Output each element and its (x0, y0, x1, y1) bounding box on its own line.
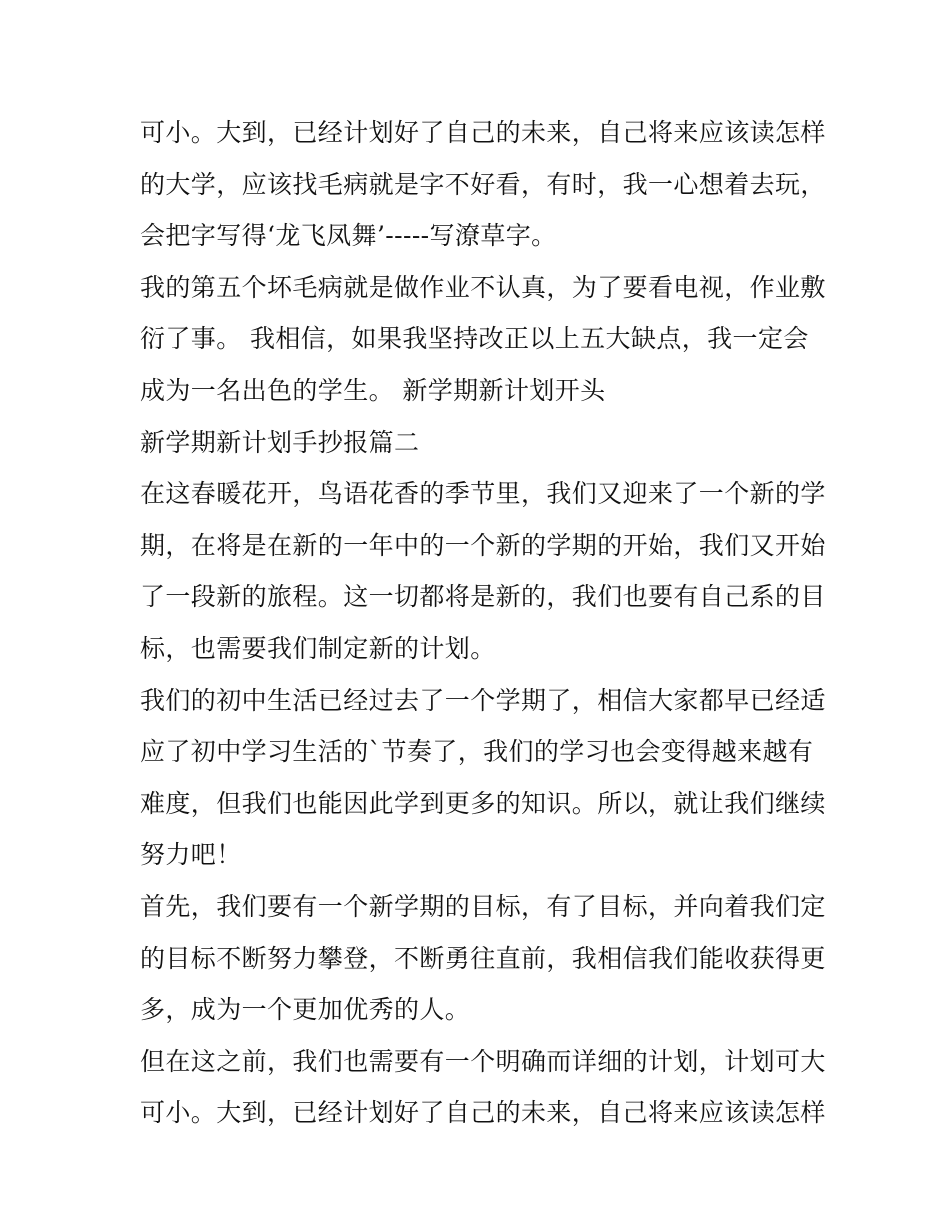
text-line: 应了初中学习生活的`节奏了，我们的学习也会变得越来越有 (140, 737, 814, 767)
text-line: 在这春暖花开，鸟语花香的季节里，我们又迎来了一个新的学 (140, 479, 826, 509)
text-line: 了一段新的旅程。这一切都将是新的，我们也要有自己系的目 (140, 582, 826, 612)
text-line: 可小。大到，已经计划好了自己的未来，自己将来应该读怎样 (140, 118, 826, 147)
text-line: 努力吧！ (140, 840, 242, 870)
text-line: 的目标不断努力攀登，不断勇往直前，我相信我们能收获得更 (140, 943, 826, 973)
text-line: 会把字写得‘龙飞凤舞’-----写潦草字。 (140, 221, 557, 251)
text-line: 多，成为一个更加优秀的人。 (140, 995, 471, 1025)
text-line: 难度，但我们也能因此学到更多的知识。所以，就让我们继续 (140, 788, 826, 818)
text-line: 的大学，应该找毛病就是字不好看，有时，我一心想着去玩， (140, 169, 826, 199)
document-body (140, 107, 826, 1139)
text-line: 我们的初中生活已经过去了一个学期了，相信大家都早已经适 (140, 685, 826, 715)
section-heading: 新学期新计划手抄报篇二 (140, 427, 420, 457)
text-line: 但在这之前，我们也需要有一个明确而详细的计划，计划可大 (140, 1046, 826, 1076)
text-line: 可小。大到，已经计划好了自己的未来，自己将来应该读怎样 (140, 1098, 826, 1128)
text-line: 成为一名出色的学生。 新学期新计划开头 (140, 375, 606, 405)
text-line: 标，也需要我们制定新的计划。 (140, 633, 496, 663)
text-line: 我的第五个坏毛病就是做作业不认真，为了要看电视，作业敷 (140, 272, 826, 302)
text-line: 首先，我们要有一个新学期的目标，有了目标，并向着我们定 (140, 891, 826, 921)
text-line: 衍了事。 我相信，如果我坚持改正以上五大缺点，我一定会 (140, 324, 809, 354)
text-line: 期，在将是在新的一年中的一个新的学期的开始，我们又开始 (140, 530, 826, 560)
